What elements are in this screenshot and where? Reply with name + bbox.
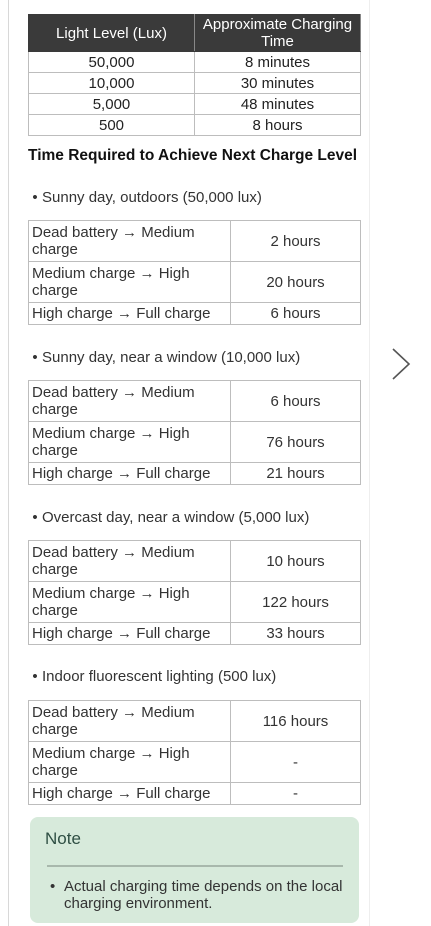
charge-duration: - [231, 742, 361, 783]
table-row [29, 582, 361, 623]
bullet-icon: • [32, 668, 38, 685]
charge-step: Medium charge → High charge [29, 262, 231, 303]
right-divider [369, 0, 370, 926]
charge-step: Medium charge → High charge [29, 422, 231, 463]
note-divider [47, 865, 343, 867]
bullet-icon: • [32, 349, 38, 366]
charge-step: Dead battery → Medium charge [29, 701, 231, 742]
table-row [29, 701, 361, 742]
charge-duration: 10 hours [231, 541, 361, 582]
charge-duration: 116 hours [231, 701, 361, 742]
lux-value: 10,000 [29, 73, 195, 94]
charge-duration: 6 hours [231, 303, 361, 325]
scenario-label-text: Sunny day, outdoors (50,000 lux) [42, 189, 262, 206]
charge-duration: 21 hours [231, 463, 361, 485]
table-row [29, 73, 361, 94]
lux-table-header-light: Light Level (Lux) [29, 15, 195, 52]
lux-value: 500 [29, 115, 195, 136]
lux-value: 50,000 [29, 52, 195, 73]
charge-step: High charge → Full charge [29, 783, 231, 805]
scenario-label [28, 189, 262, 207]
scenario-label [28, 668, 276, 686]
charge-step: Dead battery → Medium charge [29, 221, 231, 262]
table-row [29, 52, 361, 73]
lux-table-header-row [29, 15, 361, 52]
scenario-label-text: Sunny day, near a window (10,000 lux) [42, 349, 301, 366]
charge-step: Medium charge → High charge [29, 582, 231, 623]
charge-step: Dead battery → Medium charge [29, 381, 231, 422]
scenario-label-text: Overcast day, near a window (5,000 lux) [42, 509, 310, 526]
table-row [29, 94, 361, 115]
charging-time: 48 minutes [195, 94, 361, 115]
table-row [29, 221, 361, 262]
charge-duration: 33 hours [231, 623, 361, 645]
table-row [29, 262, 361, 303]
table-row [29, 422, 361, 463]
scenario-label [28, 349, 300, 367]
charge-duration: 76 hours [231, 422, 361, 463]
table-row [29, 463, 361, 485]
charge-time-table [28, 700, 361, 805]
charge-step: High charge → Full charge [29, 463, 231, 485]
charge-step: Dead battery → Medium charge [29, 541, 231, 582]
bullet-icon: • [50, 878, 56, 895]
charging-time: 8 hours [195, 115, 361, 136]
section-title: Time Required to Achieve Next Charge Level [28, 147, 358, 164]
charge-duration: - [231, 783, 361, 805]
left-divider [8, 0, 9, 926]
table-row [29, 381, 361, 422]
table-row [29, 541, 361, 582]
charge-time-table [28, 220, 361, 325]
bullet-icon: • [32, 189, 38, 206]
charge-step: High charge → Full charge [29, 303, 231, 325]
charge-step: Medium charge → High charge [29, 742, 231, 783]
lux-value: 5,000 [29, 94, 195, 115]
note-box [30, 817, 359, 923]
table-row [29, 115, 361, 136]
chevron-right-icon[interactable] [389, 346, 413, 382]
scenario-label-text: Indoor fluorescent lighting (500 lux) [42, 668, 277, 685]
table-row [29, 742, 361, 783]
note-item-text: Actual charging time depends on the local charging environment. [64, 878, 343, 912]
scenario-label [28, 509, 309, 527]
charge-time-table [28, 380, 361, 485]
charging-time: 8 minutes [195, 52, 361, 73]
bullet-icon: • [32, 509, 38, 526]
charge-time-table [28, 540, 361, 645]
charge-duration: 6 hours [231, 381, 361, 422]
lux-charging-table [28, 14, 361, 136]
table-row [29, 623, 361, 645]
table-row [29, 303, 361, 325]
lux-table-header-time: Approximate Charging Time [195, 15, 361, 52]
charge-duration: 2 hours [231, 221, 361, 262]
charging-time: 30 minutes [195, 73, 361, 94]
table-row [29, 783, 361, 805]
charge-duration: 122 hours [231, 582, 361, 623]
note-item [50, 878, 345, 912]
note-title: Note [45, 829, 81, 848]
charge-duration: 20 hours [231, 262, 361, 303]
charge-step: High charge → Full charge [29, 623, 231, 645]
